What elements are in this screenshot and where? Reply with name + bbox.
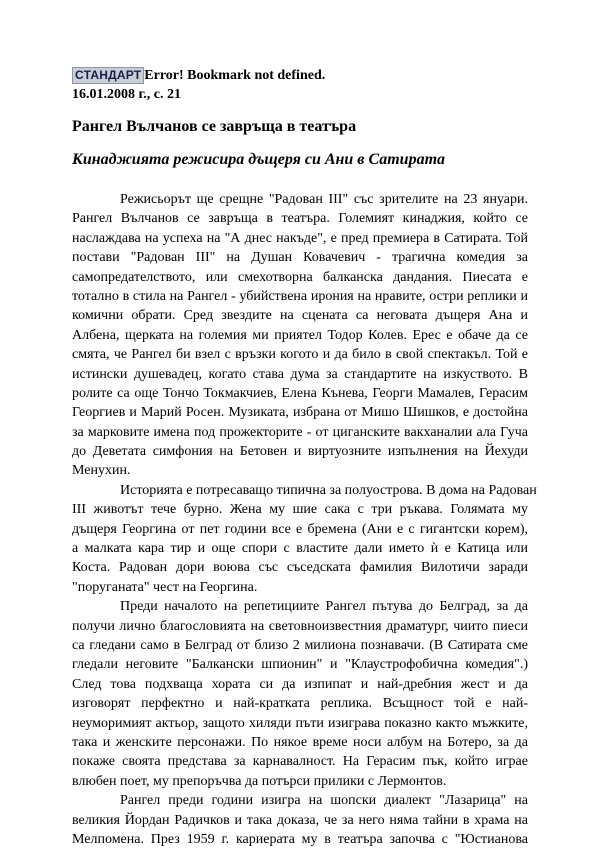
body-line: смята, че Рангел би взел с връзки когото и да било в свой спектакъл. Той е: [72, 347, 528, 363]
article-subtitle: Кинаджията режисира дъщеря си Ани в Сатирата: [72, 151, 446, 168]
date-page-line: 16.01.2008 г., с. 21: [72, 87, 181, 102]
article-body: [72, 190, 537, 849]
bookmark-error-text: Error! Bookmark not defined.: [144, 68, 326, 83]
body-line: получи лично благословията на световноизвестния драматург, чиито пиеси: [72, 618, 528, 634]
body-line: Коста. Радован дори воюва със съседската фамилия Вилотичи заради: [72, 560, 528, 576]
body-line: тотално в стила на Рангел - убийствена ирония на нравите, остри реплики и: [72, 288, 528, 304]
body-line: ролите са още Тончо Токмакчиев, Елена Кънева, Георги Мамалев, Герасим: [72, 385, 528, 401]
standart-logo: СТАНДАРТ: [72, 67, 144, 84]
body-line: самопредателството, или смехотворна балканска дандания. Пиесата е: [72, 269, 528, 285]
header-line: [72, 67, 325, 84]
body-line: наслаждава на успеха на "А днес накъде", е пред премиера в Сатирата. Той: [72, 230, 528, 246]
body-line: влюбен поет, му препоръчва да потърси прилики с Лермонтов.: [72, 773, 447, 789]
body-line: неуморимият актьор, защото хиляди пъти изиграва показно както мъжките,: [72, 715, 528, 731]
body-line: за марковите имена под прожекторите - от циганските вакханалии ала Гуча: [72, 424, 528, 440]
body-line: Рангел Вълчанов се завръща в театъра. Големият кинаджия, който се: [72, 211, 528, 227]
body-line: а малката кара тир и още спори с властите дали името ѝ е Катица или: [72, 541, 528, 557]
body-line: комични обрати. Сред звездите на сцената са неговата дъщеря Ана и: [72, 308, 528, 324]
body-line: така и женските персонажи. По някое време носи албум на Ботеро, за да: [72, 734, 528, 750]
body-line: до Деветата симфония на Бетовен и виртуозните изпълнения на Йехуди: [72, 444, 528, 460]
body-line: гледали неговите "Балкански шпионин" и "Клаустрофобична комедия".): [72, 657, 528, 673]
body-line: Менухин.: [72, 463, 131, 479]
body-line: великия Йордан Радичков и така доказа, че за него няма тайни в храма на: [72, 812, 528, 828]
body-line: Мелпомена. През 1959 г. кариерата му в театъра започва с "Юстианова: [72, 831, 528, 847]
body-line: изговорят перфектно и най-кратката реплика. Всъщност той е най-: [72, 696, 528, 712]
body-line: "поруганата" чест на Георгина.: [72, 579, 258, 595]
body-line: дъщеря Георгина от пет години все е бремена (Ани е с гигантски корем),: [72, 521, 528, 537]
body-line: Георгиев и Марий Росен. Музиката, избрана от Мишо Шишков, е достойна: [72, 405, 528, 421]
body-line: покаже своята представа за карнавалност. На Герасим пък, който играе: [72, 754, 528, 770]
body-line: Режисьорът ще срещне "Радован III" със зрителите на 23 януари.: [120, 192, 528, 207]
body-line: III животът тече бурно. Жена му шие сака с три ръкава. Голямата му: [72, 502, 528, 518]
body-line: са гледани само в Белград от близо 2 милиона познавачи. (В Сатирата сме: [72, 637, 528, 653]
body-line: постави "Радован III" на Душан Ковачевич - трагична комедия за: [72, 250, 528, 266]
body-line: Преди началото на репетициите Рангел пътува до Белград, за да: [120, 599, 528, 615]
body-line: Историята е потресаващо типична за полуострова. В дома на Радован: [120, 482, 537, 498]
body-line: Албена, щерката на големия ми приятел Тодор Колев. Ерес е обаче да се: [72, 327, 528, 343]
article-title: Рангел Вълчанов се завръща в театъра: [72, 118, 357, 135]
body-line: След това подхваща хората си да изпипат и най-дребния жест и да: [72, 676, 528, 692]
body-line: истински душевадец, когато става дума за стандартите на изкуството. В: [72, 366, 528, 382]
body-line: Рангел преди години изигра на шопски диалект "Лазарица" на: [120, 793, 528, 809]
